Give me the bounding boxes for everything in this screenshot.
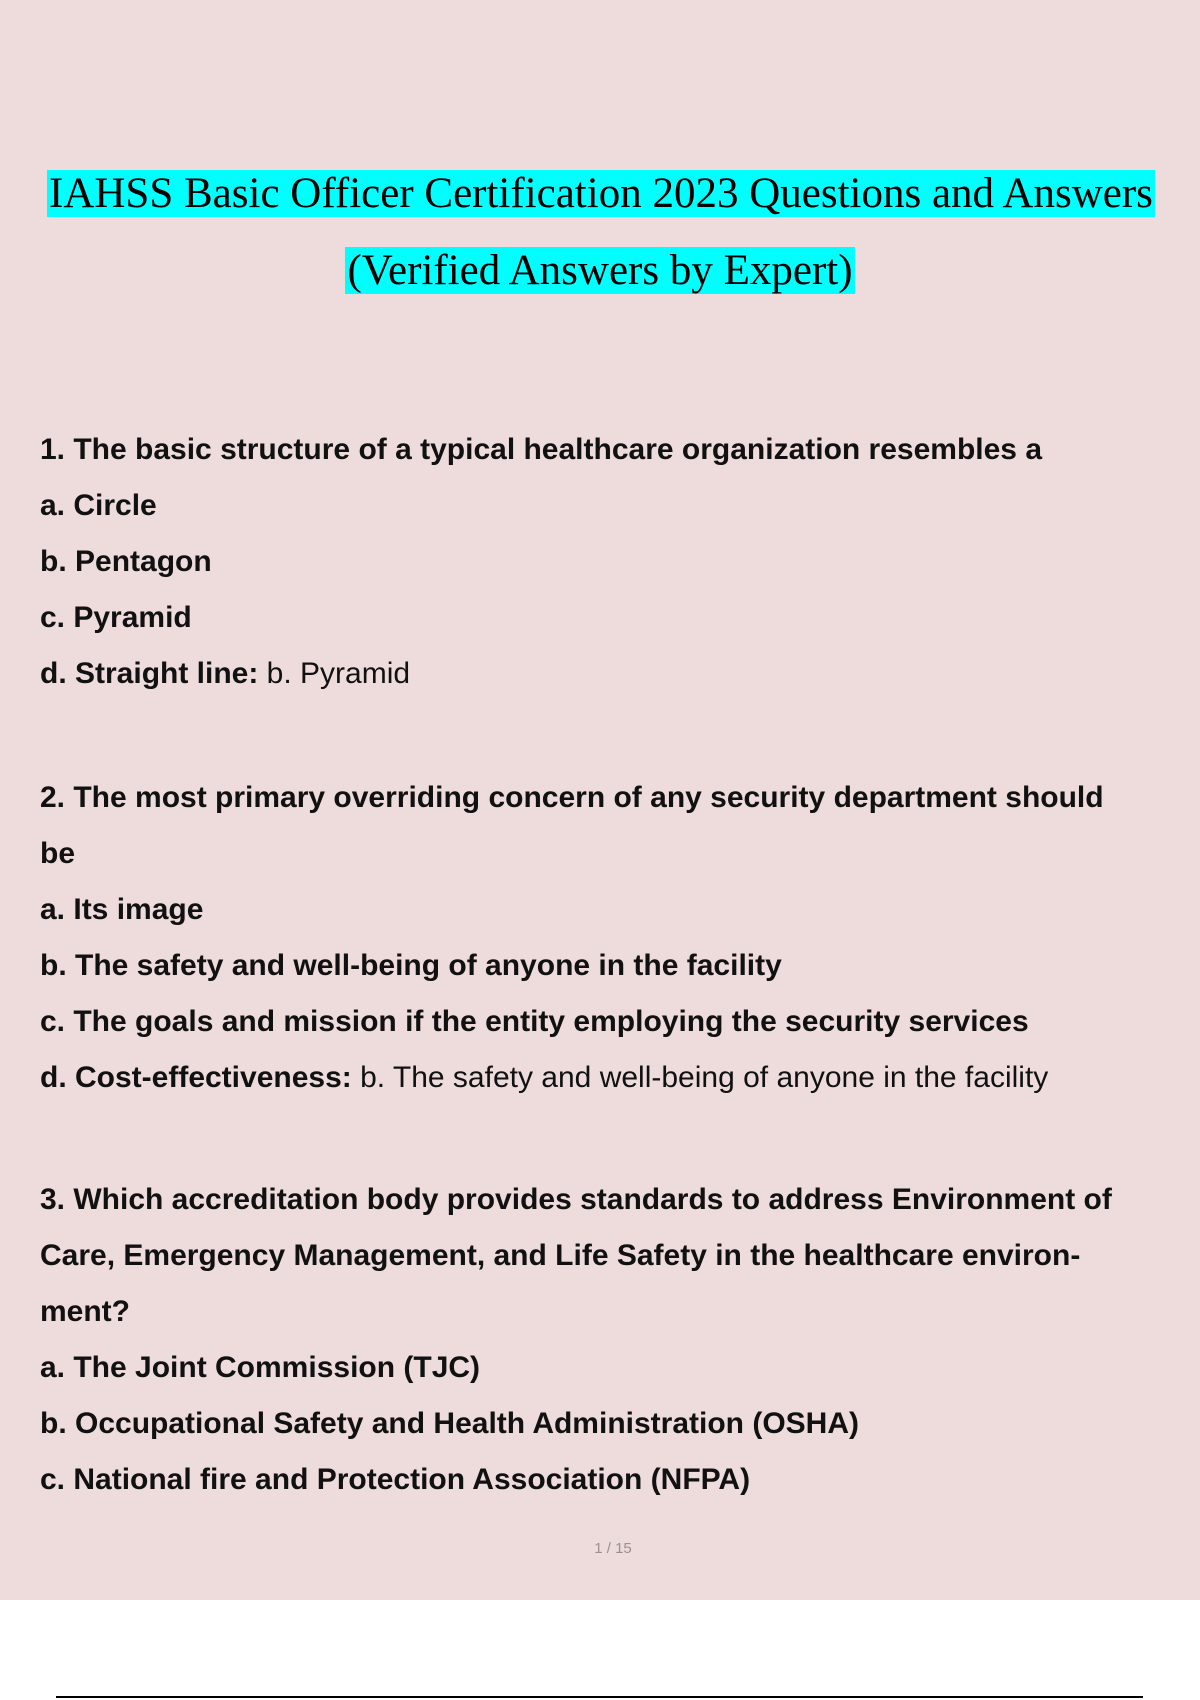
question-3-option-c: c. National fire and Protection Association (NFPA) — [40, 1463, 751, 1496]
question-2 — [40, 770, 1190, 1106]
question-2-stem-line-1: 2. The most primary overriding concern of any security department should — [40, 781, 1104, 814]
question-1-option-d — [40, 646, 1190, 702]
question-2-option-b: b. The safety and well-being of anyone in the facility — [40, 949, 782, 982]
page-number: 1 / 15 — [594, 1540, 632, 1557]
question-3-stem-line-3: ment? — [40, 1295, 130, 1328]
footer-divider — [56, 1696, 1143, 1698]
question-3-stem-line-1: 3. Which accreditation body provides standards to address Environment of — [40, 1183, 1112, 1216]
question-2-answer: b. The safety and well-being of anyone in the facility — [351, 1061, 1049, 1094]
question-1-option-b: b. Pentagon — [40, 545, 212, 578]
question-2-option-d — [40, 1050, 1190, 1106]
title-highlight-1: IAHSS Basic Officer Certification 2023 Questions and Answers — [49, 170, 1153, 217]
question-1-option-d-label: d. Straight line: — [40, 657, 259, 690]
question-1-option-c: c. Pyramid — [40, 601, 192, 634]
question-3 — [40, 1172, 1190, 1508]
question-1-stem: 1. The basic structure of a typical healthcare organization resembles a — [40, 433, 1043, 466]
question-3-option-a: a. The Joint Commission (TJC) — [40, 1351, 481, 1384]
question-1-option-a: a. Circle — [40, 489, 157, 522]
question-1-answer: b. Pyramid — [258, 657, 411, 690]
question-2-option-d-label: d. Cost-effectiveness: — [40, 1061, 352, 1094]
question-2-option-c: c. The goals and mission if the entity employing the security services — [40, 1005, 1029, 1038]
title-line-1 — [0, 155, 1200, 232]
question-2-option-a: a. Its image — [40, 893, 204, 926]
title-line-2 — [0, 232, 1200, 309]
title-highlight-2: (Verified Answers by Expert) — [347, 247, 853, 294]
document-title — [0, 155, 1200, 309]
question-1 — [40, 422, 1190, 702]
question-2-stem-line-2: be — [40, 837, 76, 870]
question-3-stem-line-2: Care, Emergency Management, and Life Safety in the healthcare environ- — [40, 1239, 1081, 1272]
question-3-option-b: b. Occupational Safety and Health Administration (OSHA) — [40, 1407, 859, 1440]
